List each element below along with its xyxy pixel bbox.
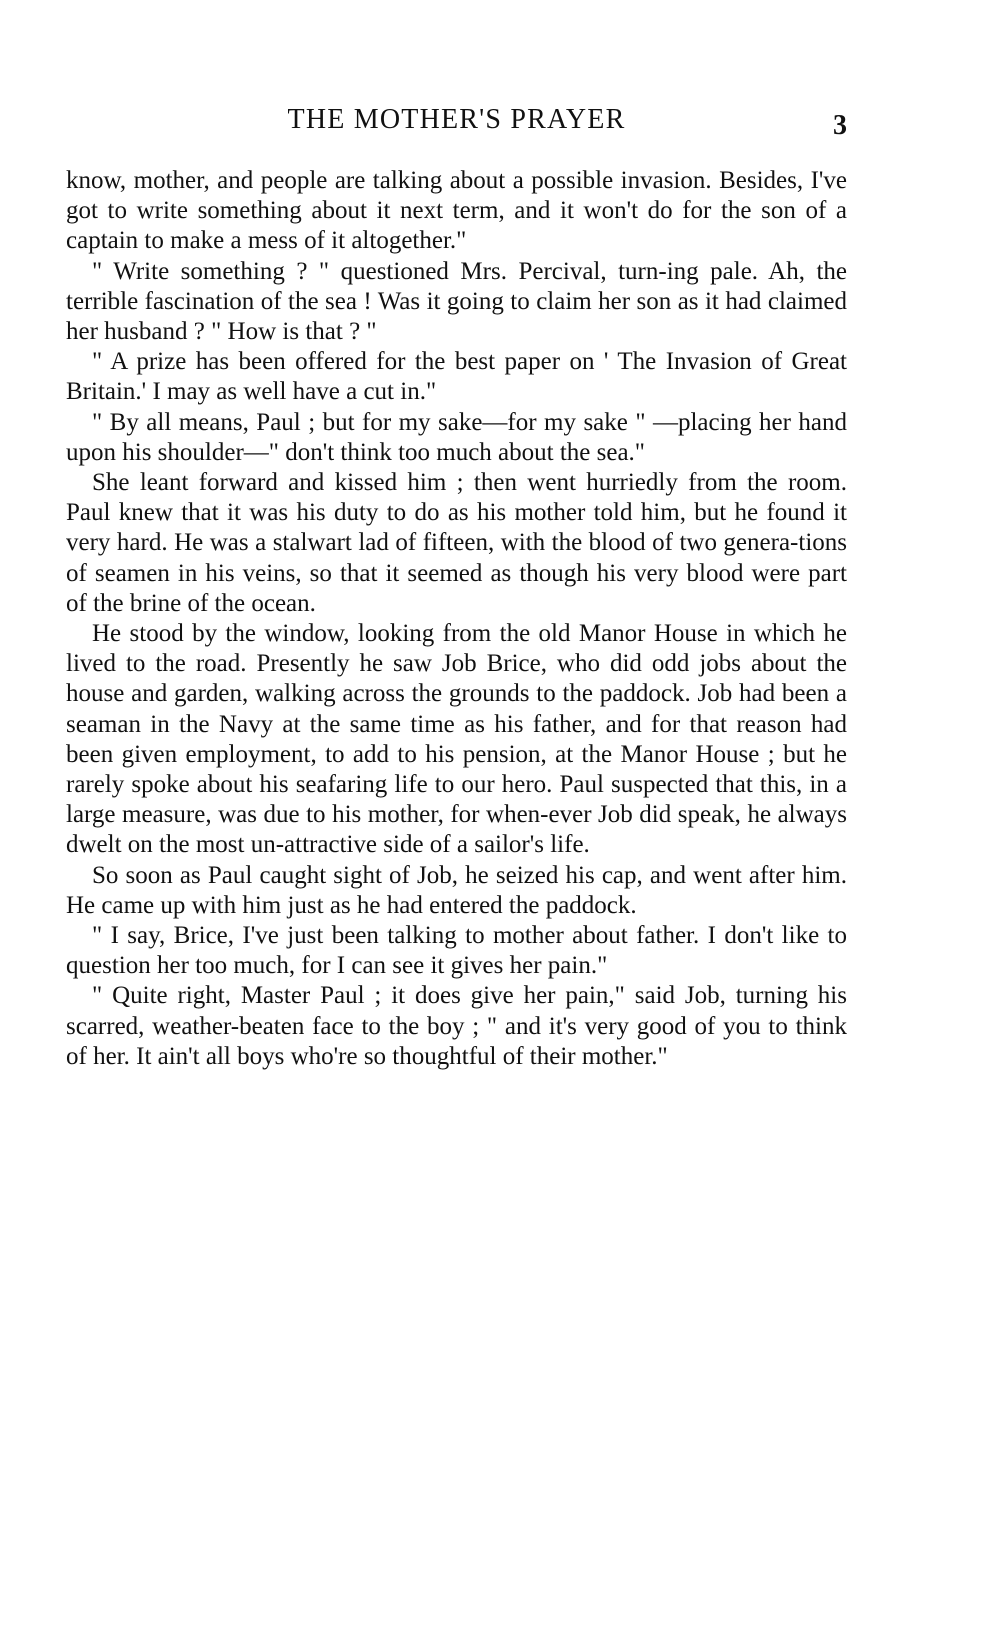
paragraph: " I say, Brice, I've just been talking to mother about father. I don't like to question her too much, for I can see it gives her pain." [66, 922, 847, 980]
paragraph: " Write something ? " questioned Mrs. Percival, turn-ing pale. Ah, the terrible fascination of the sea ! Was it going to claim her son as it had claimed her husband ? " How is that ? " [66, 257, 847, 346]
paragraph: She leant forward and kissed him ; then went hurriedly from the room. Paul knew that it was his duty to do as his mother told him, but he found it very hard. He was a stalwart lad of fifteen, with the blood of two genera-tions of seamen in his veins, so that it seemed as though his very blood were part of the brine of the ocean. [66, 469, 847, 617]
paragraph: So soon as Paul caught sight of Job, he seized his cap, and went after him. He came up with him just as he had entered the paddock. [66, 861, 847, 919]
paragraph: know, mother, and people are talking about a possible invasion. Besides, I've got to write something about it next term, and it won't do for the son of a captain to make a mess of it altogether." [66, 167, 847, 255]
paragraph: " By all means, Paul ; but for my sake—for my sake " —placing her hand upon his shoulder—" don't think too much about the sea." [66, 408, 847, 466]
paragraph: " A prize has been offered for the best paper on ' The Invasion of Great Britain.' I may as well have a cut in." [66, 348, 847, 406]
paragraph: He stood by the window, looking from the old Manor House in which he lived to the road. Presently he saw Job Brice, who did odd jobs about the house and garden, walking across the grounds to the paddock. Job had been a seaman in the Navy at the same time as his father, and for that reason had been given employment, to add to his pension, at the Manor House ; but he rarely spoke about his seafaring life to our hero. Paul suspected that this, in a large measure, was due to his mother, for when-ever Job did speak, he always dwelt on the most un-attractive side of a sailor's life. [66, 620, 847, 859]
book-page [66, 0, 847, 1639]
paragraph: " Quite right, Master Paul ; it does give her pain," said Job, turning his scarred, weather-beaten face to the boy ; " and it's very good of you to think of her. It ain't all boys who're so thoughtful of their mother." [66, 982, 847, 1070]
page-header [66, 104, 847, 144]
page-number: 3 [833, 110, 847, 141]
running-title: THE MOTHER'S PRAYER [287, 104, 626, 135]
body-text [66, 166, 847, 1072]
